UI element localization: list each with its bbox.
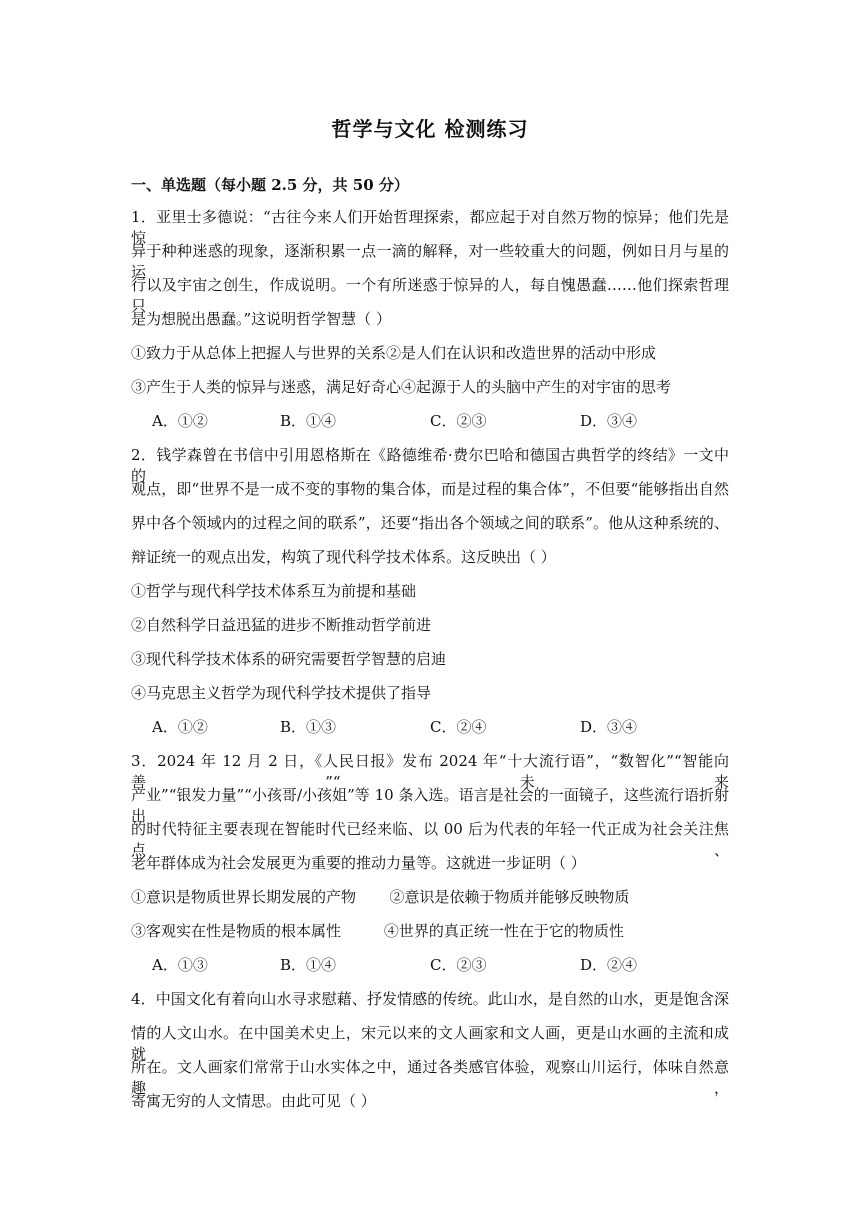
option-d[interactable]: D．②④ bbox=[580, 956, 638, 974]
statement-line: ③现代科学技术体系的研究需要哲学智慧的启迪 bbox=[131, 650, 447, 668]
option-d[interactable]: D．③④ bbox=[580, 718, 638, 736]
question-text-line: 2．钱学森曾在书信中引用恩格斯在《路德维希·费尔巴哈和德国古典哲学的终结》一文中的 bbox=[131, 446, 729, 485]
statement-line: ①哲学与现代科学技术体系互为前提和基础 bbox=[131, 582, 417, 600]
question-text-line: 异于种种迷惑的现象，逐渐积累一点一滴的解释，对一些较重大的问题，例如日月与星的运 bbox=[131, 242, 729, 281]
question-text-line: 3．2024 年 12 月 2 日，《人民日报》发布 2024 年“十大流行语”，“数智化”“智能向善”“未来 bbox=[131, 752, 729, 791]
question-text-line: 情的人文山水。在中国美术史上，宋元以来的文人画家和文人画，更是山水画的主流和成就 bbox=[131, 1024, 729, 1063]
option-a[interactable]: A．①② bbox=[152, 412, 208, 430]
page-title: 哲学与文化 检测练习 bbox=[331, 117, 529, 141]
statement-line: ④马克思主义哲学为现代科学技术提供了指导 bbox=[131, 684, 432, 702]
statement-line: ①致力于从总体上把握人与世界的关系②是人们在认识和改造世界的活动中形成 bbox=[131, 344, 657, 362]
option-c[interactable]: C．②③ bbox=[430, 412, 487, 430]
option-b[interactable]: B．①④ bbox=[280, 412, 337, 430]
question-text-line: 老年群体成为社会发展更为重要的推动力量等。这就进一步证明（ ） bbox=[131, 854, 586, 872]
statement-line: ③产生于人类的惊异与迷惑，满足好奇心④起源于人的头脑中产生的对宇宙的思考 bbox=[131, 378, 672, 396]
statement-line: ②自然科学日益迅猛的进步不断推动哲学前进 bbox=[131, 616, 432, 634]
statement-line: ③客观实在性是物质的根本属性 ④世界的真正统一性在于它的物质性 bbox=[131, 922, 624, 940]
question-text-line: 界中各个领域内的过程之间的联系”，还要“指出各个领域之间的联系”。他从这种系统的、 bbox=[131, 514, 729, 532]
question-text-line: 是为想脱出愚蠢。”这说明哲学智慧（ ） bbox=[131, 310, 391, 328]
question-text-line: 行以及宇宙之创生，作成说明。一个有所迷惑于惊异的人，每自愧愚蠢……他们探索哲理只 bbox=[131, 276, 729, 315]
option-a[interactable]: A．①③ bbox=[152, 956, 208, 974]
option-d[interactable]: D．③④ bbox=[580, 412, 638, 430]
statement-line: ①意识是物质世界长期发展的产物 ②意识是依赖于物质并能够反映物质 bbox=[131, 888, 630, 906]
question-text-line: 4．中国文化有着向山水寻求慰藉、抒发情感的传统。此山水，是自然的山水，更是饱含深 bbox=[131, 990, 729, 1008]
question-text-line: 的时代特征主要表现在智能时代已经来临、以 00 后为代表的年轻一代正成为社会关注焦点、 bbox=[131, 820, 729, 859]
option-b[interactable]: B．①③ bbox=[280, 718, 337, 736]
question-text-line: 辩证统一的观点出发，构筑了现代科学技术体系。这反映出（ ） bbox=[131, 548, 556, 566]
question-text-line: 寄寓无穷的人文情思。由此可见（ ） bbox=[131, 1092, 376, 1110]
section-heading: 一、单选题（每小题 2.5 分，共 50 分） bbox=[131, 176, 409, 194]
option-c[interactable]: C．②③ bbox=[430, 956, 487, 974]
question-text-line: 所在。文人画家们常常于山水实体之中，通过各类感官体验，观察山川运行，体味自然意趣， bbox=[131, 1058, 729, 1097]
question-text-line: 1．亚里士多德说：“古往今来人们开始哲理探索，都应起于对自然万物的惊异；他们先是惊 bbox=[131, 208, 729, 247]
option-b[interactable]: B．①④ bbox=[280, 956, 337, 974]
option-c[interactable]: C．②④ bbox=[430, 718, 487, 736]
question-text-line: 观点，即“世界不是一成不变的事物的集合体，而是过程的集合体”，不但要“能够指出自然 bbox=[131, 480, 729, 498]
option-a[interactable]: A．①② bbox=[152, 718, 208, 736]
question-text-line: 产业”“银发力量”“小孩哥/小孩姐”等 10 条入选。语言是社会的一面镜子，这些流行语折射出 bbox=[131, 786, 729, 825]
